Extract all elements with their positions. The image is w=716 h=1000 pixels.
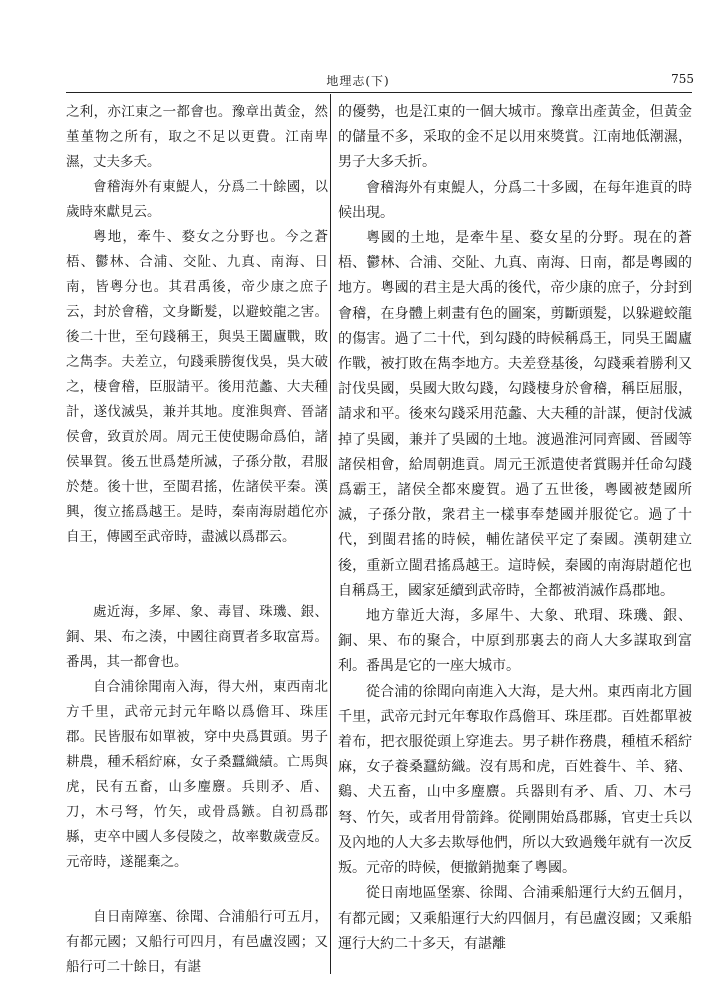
paragraph: 的優勢，也是江東的一個大城市。豫章出產黃金，但黃金的儲量不多，采取的金不足以用來獎賞。江南地低潮濕，男子大多夭折。 [338, 104, 692, 171]
paragraph: 之利，亦江東之一都會也。豫章出黃金，然堇堇物之所有，取之不足以更費。江南卑濕，丈夫多夭。 [66, 104, 328, 170]
running-header-title: 地理志(下) [326, 74, 390, 88]
spacer [66, 550, 328, 600]
page-number: 755 [671, 72, 694, 86]
spacer [66, 875, 328, 905]
column-divider [330, 94, 331, 974]
header-rule [66, 92, 692, 93]
paragraph: 從合浦的徐聞向南進入大海，是大州。東西南北方圓千里，武帝元封元年奪取作爲儋耳、珠厓郡。百姓都單被着布，把衣服從頭上穿進去。男子耕作務農，種植禾稻紵麻，女子養桑蠶紡織。沒有馬和虎，百姓養牛、羊、豬、鷄、犬五畜，山中多麈麖。兵器則有矛、盾、刀、木弓弩、竹矢，或者用骨箭鋒。從剛開始爲郡縣，官吏士兵以及內地的人大多去欺辱他們，所以大致過幾年就有一次反叛。元帝的時候，便撤銷拋棄了粵國。 [338, 683, 692, 877]
paragraph: 粵地，牽牛、婺女之分野也。今之蒼梧、鬱林、合浦、交阯、九真、南海、日南，皆粵分也。其君禹後，帝少康之庶子云，封於會稽，文身斷髮，以避蛟龍之害。後二十世，至句踐稱王，與吳王闔廬戰，敗之雋李。夫差立，句踐乘勝復伐吳，吳大破之，棲會稽，臣服請平。後用范蠡、大夫種計，遂伐滅吳，兼并其地。度淮與齊、晉諸侯會，致貢於周。周元王使使賜命爲伯，諸侯畢賀。後五世爲楚所滅，子孫分散，君服於楚。後十世，至閩君搖，佐諸侯平秦。漢興，復立搖爲越王。是時，秦南海尉趙佗亦自王，傳國至武帝時，盡滅以爲郡云。 [66, 229, 328, 545]
paragraph: 從日南地區堡寨、徐聞、合浦乘船運行大約五個月，有都元國；又乘船運行大約四個月，有邑盧沒國；又乘船運行大約二十多天，有諶離 [338, 885, 692, 952]
paragraph: 自日南障塞、徐聞、合浦船行可五月，有都元國；又船行可四月，有邑盧沒國；又船行可二十餘日，有諶 [66, 909, 328, 975]
paragraph: 地方靠近大海，多犀牛、大象、玳瑁、珠璣、銀、銅、果、布的聚合，中原到那裏去的商人大多謀取到富利。番禺是它的一座大城市。 [338, 608, 692, 675]
paragraph: 自合浦徐聞南入海，得大州，東西南北方千里，武帝元封元年略以爲儋耳、珠厓郡。民皆服布如單被，穿中央爲貫頭。男子耕農，種禾稻紵麻，女子桑蠶織績。亡馬與虎，民有五畜，山多麈麖。兵則矛、盾、刀，木弓弩，竹矢，或骨爲鏃。自初爲郡縣，吏卒中國人多侵陵之，故率數歲壹反。元帝時，遂罷棄之。 [66, 679, 328, 870]
paragraph: 處近海，多犀、象、毒冒、珠璣、銀、銅、果、布之湊，中國往商賈者多取富焉。番禺，其一都會也。 [66, 604, 328, 670]
paragraph: 粵國的土地，是牽牛星、婺女星的分野。現在的蒼梧、鬱林、合浦、交阯、九真、南海、日南，都是粵國的地方。粵國的君主是大禹的後代，帝少康的庶子，分封到會稽，在身體上刺畫有色的圖案，剪斷頭髮，以躲避蛟龍的傷害。過了二十代，到勾踐的時候稱爲王，同吳王闔廬作戰，被打敗在雋李地方。夫差登基後，勾踐乘着勝利又討伐吳國，吳國大敗勾踐，勾踐棲身於會稽，稱臣屈服，請求和平。後來勾踐采用范蠡、大夫種的計謀，便討伐滅掉了吳國，兼并了吳國的土地。渡過淮河同齊國、晉國等諸侯相會，給周朝進貢。周元王派遣使者賞賜并任命勾踐爲霸王，諸侯全都來慶賀。過了五世後，粵國被楚國所滅，子孫分散，衆君主一樣事奉楚國并服從它。過了十代，到閩君搖的時候，輔佐諸侯平定了秦國。漢朝建立後，重新立閩君搖爲越王。這時候，秦國的南海尉趙佗也自稱爲王，國家延續到武帝時，全都被消滅作爲郡地。 [338, 230, 692, 599]
translation-text-column [338, 100, 692, 957]
classical-text-column [66, 100, 328, 980]
paragraph: 會稽海外有東鯷人，分爲二十多國，在每年進貢的時候出現。 [338, 179, 692, 221]
paragraph: 會稽海外有東鯷人，分爲二十餘國，以歲時來獻見云。 [66, 179, 328, 220]
